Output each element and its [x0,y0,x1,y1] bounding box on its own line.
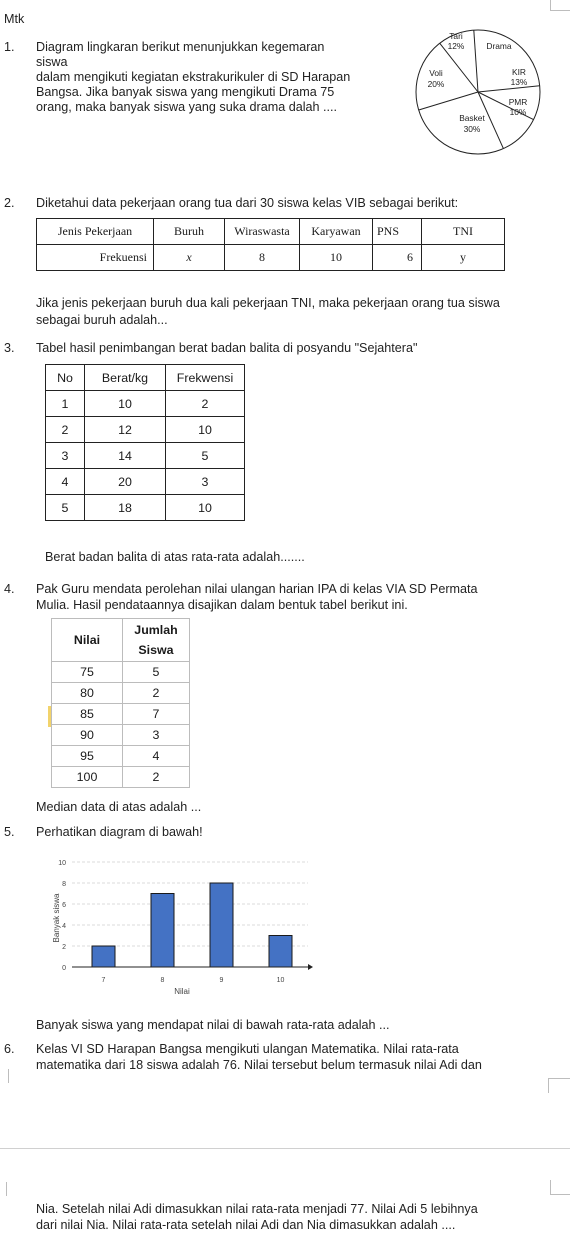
y-tick-label: 10 [58,860,66,867]
y-tick-label: 4 [62,923,66,930]
q1-line: orang, maka banyak siswa yang suka drama dalah .... [36,100,338,114]
x-tick-label: 7 [101,977,106,984]
table-cell: 2 [166,391,245,417]
q1-line: dalam mengikuti kegiatan ekstrakurikuler di SD Harapan [36,70,351,84]
table-cell: Frekuensi [37,245,154,271]
table-row [46,391,245,417]
pie-label: 20% [427,79,445,89]
q6-line: matematika dari 18 siswa adalah 76. Nilai tersebut belum termasuk nilai Adi dan [36,1058,482,1072]
table-cell: 6 [373,245,422,271]
table-row [46,365,245,391]
table-row [46,417,245,443]
q2-line: Jika jenis pekerjaan buruh dua kali pekerjaan TNI, maka pekerjaan orang tua siswa [36,296,500,310]
table-cell: 10 [85,391,166,417]
table-cell: 85 [52,704,123,725]
q2-number: 2. [4,196,15,210]
y-tick-label: 6 [62,902,66,909]
q4-line: Mulia. Hasil pendataannya disajikan dalam bentuk tabel berikut ini. [36,598,408,612]
table-cell: x [154,245,225,271]
pie-label: Tari [449,31,463,41]
pie-label: 30% [463,124,481,134]
q1-line: siswa [36,55,68,69]
pie-label: PMR [508,97,528,107]
bar-9 [210,883,233,967]
pie-label: 12% [447,41,465,51]
q3-text: Tabel hasil penimbangan berat badan balita di posyandu "Sejahtera" [36,341,418,355]
table-cell: 4 [123,746,190,767]
page-divider [0,1148,570,1149]
table-header: Berat/kg [85,365,166,391]
q5-text: Perhatikan diagram di bawah! [36,825,203,839]
pie-divider [478,86,540,92]
table-row [52,619,190,662]
y-tick-label: 0 [62,965,66,972]
bar-10 [269,936,292,968]
table-row [52,725,190,746]
table-header: PNS [373,219,422,245]
q6-line: dari nilai Nia. Nilai rata-rata setelah nilai Adi dan Nia dimasukkan adalah .... [36,1218,456,1232]
x-axis-title: Nilai [174,987,190,996]
q4-question: Median data di atas adalah ... [36,800,202,814]
table-row [46,443,245,469]
page-corner-mark [548,1078,570,1093]
table-row [52,683,190,704]
weight-table [45,364,245,521]
table-header: Karyawan [300,219,373,245]
q6-line: Nia. Setelah nilai Adi dimasukkan nilai rata-rata menjadi 77. Nilai Adi 5 lebihnya [36,1202,478,1216]
table-row [52,746,190,767]
table-cell: 3 [46,443,85,469]
table-cell: 20 [85,469,166,495]
y-tick-label: 2 [62,944,66,951]
table-header: TNI [422,219,505,245]
table-cell: 10 [300,245,373,271]
table-cell: 10 [166,495,245,521]
pie-divider [474,30,478,92]
page-corner-mark [0,1182,7,1196]
q1-line: Diagram lingkaran berikut menunjukkan kegemaran [36,40,325,54]
table-cell: 5 [46,495,85,521]
score-table [51,618,190,788]
pie-label: 13% [510,77,528,87]
table-header: Jenis Pekerjaan [37,219,154,245]
table-row [52,704,190,725]
table-cell: 7 [123,704,190,725]
q1-line: Bangsa. Jika banyak siswa yang mengikuti Drama 75 [36,85,335,99]
table-cell: 14 [85,443,166,469]
bar-7 [92,946,115,967]
table-cell: 4 [46,469,85,495]
table-header: Nilai [52,619,123,662]
q6-number: 6. [4,1042,15,1056]
table-cell: 3 [166,469,245,495]
table-row [52,767,190,788]
table-cell: 1 [46,391,85,417]
table-header [123,619,190,662]
q3-question: Berat badan balita di atas rata-rata adalah....... [45,550,305,564]
table-cell: 100 [52,767,123,788]
q2-line: sebagai buruh adalah... [36,313,168,327]
table-cell: 3 [123,725,190,746]
table-cell: 90 [52,725,123,746]
table-row [37,245,505,271]
x-tick-label: 8 [160,977,165,984]
x-tick-label: 10 [276,977,285,984]
y-tick-label: 8 [62,881,66,888]
page-title: Mtk [4,12,25,26]
table-header: No [46,365,85,391]
x-axis-arrow [308,964,313,970]
y-axis-title: Banyak siswa [52,893,61,943]
pie-chart [408,22,558,172]
pie-label: 10% [509,107,527,117]
q1-number: 1. [4,40,15,54]
table-cell: 75 [52,662,123,683]
pie-label: Drama [486,41,512,51]
job-table [36,218,505,271]
table-cell: 10 [166,417,245,443]
q4-number: 4. [4,582,15,596]
page-corner-mark [0,1069,9,1083]
table-cell: y [422,245,505,271]
table-row [46,495,245,521]
q2-text: Diketahui data pekerjaan orang tua dari 30 siswa kelas VIB sebagai berikut: [36,196,459,210]
page-corner-mark [550,1180,570,1195]
table-header: Buruh [154,219,225,245]
table-cell: 5 [166,443,245,469]
table-row [37,219,505,245]
table-cell: 12 [85,417,166,443]
table-header: Frekwensi [166,365,245,391]
pie-label: Basket [459,113,485,123]
table-header: Wiraswasta [225,219,300,245]
table-header-line: Jumlah [134,623,178,637]
page-corner-mark [550,0,570,11]
pie-divider [419,92,478,110]
table-cell: 8 [225,245,300,271]
table-cell: 2 [123,767,190,788]
table-cell: 2 [123,683,190,704]
table-header-line: Siswa [138,643,174,657]
table-row [52,662,190,683]
x-tick-label: 9 [219,977,224,984]
q3-number: 3. [4,341,15,355]
pie-label: Voli [429,68,443,78]
table-row [46,469,245,495]
pie-label: KIR [512,67,526,77]
table-cell: 95 [52,746,123,767]
q5-question: Banyak siswa yang mendapat nilai di bawah rata-rata adalah ... [36,1018,390,1032]
table-cell: 2 [46,417,85,443]
bar-8 [151,894,174,968]
q4-line: Pak Guru mendata perolehan nilai ulangan harian IPA di kelas VIA SD Permata [36,582,478,596]
table-cell: 5 [123,662,190,683]
q5-number: 5. [4,825,15,839]
table-cell: 80 [52,683,123,704]
bar-chart [40,852,330,1002]
q6-line: Kelas VI SD Harapan Bangsa mengikuti ulangan Matematika. Nilai rata-rata [36,1042,459,1056]
table-cell: 18 [85,495,166,521]
